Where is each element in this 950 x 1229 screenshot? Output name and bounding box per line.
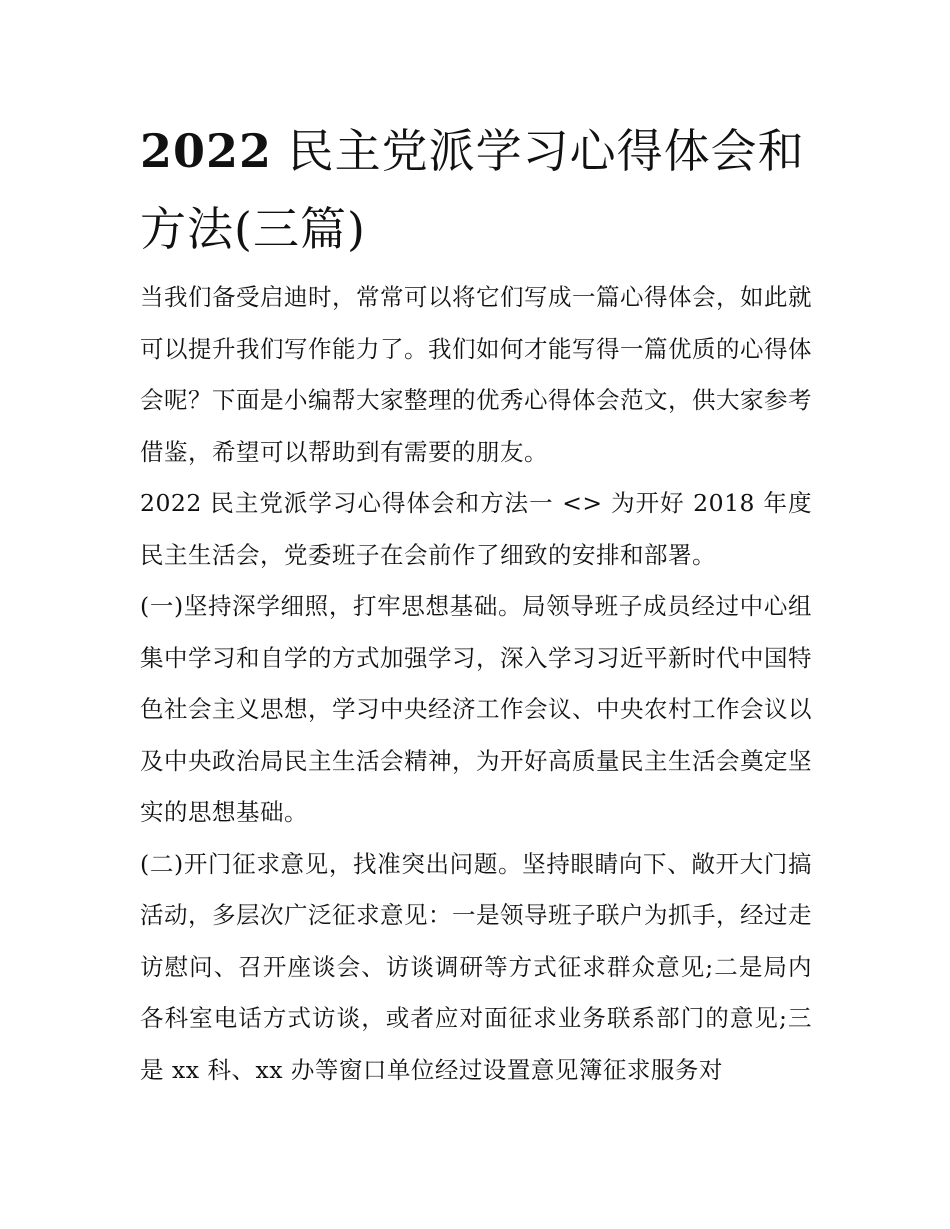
title-text: 民主党派学习心得体会和方法(三篇) (140, 124, 805, 256)
intro-paragraph: 当我们备受启迪时，常常可以将它们写成一篇心得体会，如此就可以提升我们写作能力了。我们如何才能写得一篇优质的心得体会呢？下面是小编帮大家整理的优秀心得体会范文，供大家参考借鉴，希望可以帮助到有需要的朋友。 (140, 283, 812, 466)
title-year: 2022 (140, 124, 273, 178)
document-title (140, 112, 812, 268)
section-heading-paragraph: 2022 民主党派学习心得体会和方法一 <> 为开好 2018 年度民主生活会，党委班子在会前作了细致的安排和部署。 (140, 489, 812, 569)
point-one-paragraph: (一)坚持深学细照，打牢思想基础。局领导班子成员经过中心组集中学习和自学的方式加强学习，深入学习习近平新时代中国特色社会主义思想，学习中央经济工作会议、中央农村工作会议以及中央政治局民主生活会精神，为开好高质量民主生活会奠定坚实的思想基础。 (140, 592, 812, 826)
document-body (140, 112, 812, 1096)
point-two-paragraph: (二)开门征求意见，找准突出问题。坚持眼睛向下、敞开大门搞活动，多层次广泛征求意见：一是领导班子联户为抓手，经过走访慰问、召开座谈会、访谈调研等方式征求群众意见;二是局内各科室电话方式访谈，或者应对面征求业务联系部门的意见;三是 xx 科、xx 办等窗口单位经过设置意见簿征求服务对 (140, 849, 812, 1084)
